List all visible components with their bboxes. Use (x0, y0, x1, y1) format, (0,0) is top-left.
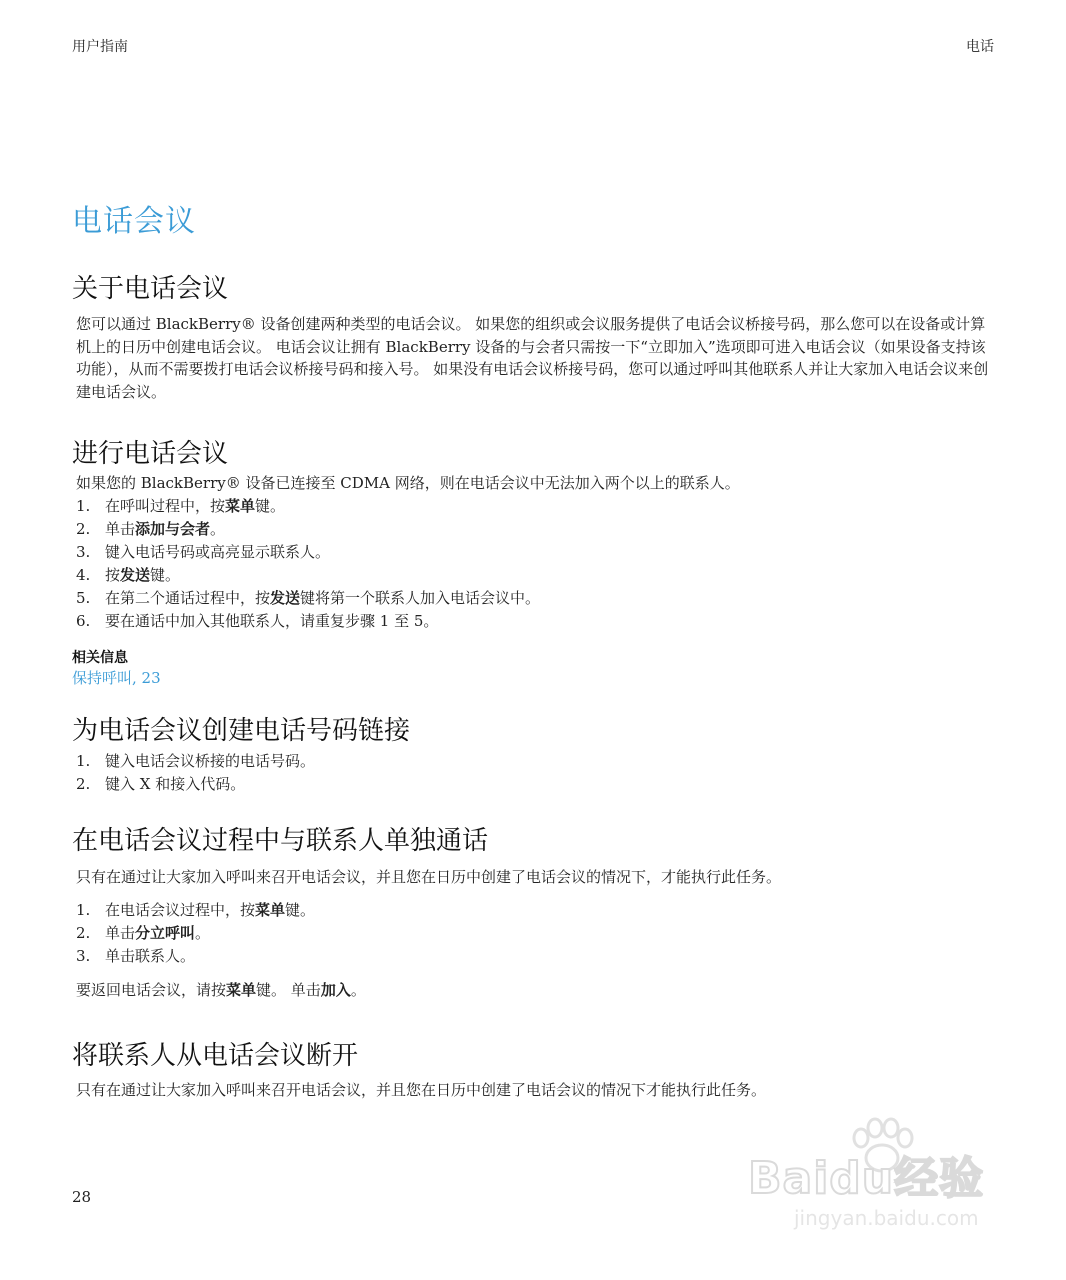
make-call-steps (76, 495, 996, 633)
list-item: 2. 键入 X 和接入代码。 (76, 775, 246, 793)
watermark-url: jingyan.baidu.com (794, 1206, 979, 1230)
list-item: 1. 在电话会议过程中，按菜单键。 (76, 901, 316, 919)
chapter-title: 电话会议 (72, 204, 196, 239)
list-item: 2. 单击分立呼叫。 (76, 924, 211, 942)
private-talk-return-note: 要返回电话会议，请按菜单键。 单击加入。 (76, 981, 366, 999)
list-item: 1. 在呼叫过程中，按菜单键。 (76, 497, 286, 515)
list-item: 1. 键入电话会议桥接的电话号码。 (76, 752, 316, 770)
number-link-steps (76, 750, 996, 796)
list-item: 3. 键入电话号码或高亮显示联系人。 (76, 543, 331, 561)
make-call-intro: 如果您的 BlackBerry® 设备已连接至 CDMA 网络，则在电话会议中无法加入两个以上的联系人。 (76, 474, 740, 492)
private-talk-intro: 只有在通过让大家加入呼叫来召开电话会议，并且您在日历中创建了电话会议的情况下，才能执行此任务。 (76, 868, 782, 886)
header-guide-title: 用户指南 (72, 39, 128, 55)
list-item: 5. 在第二个通话过程中，按发送键将第一个联系人加入电话会议中。 (76, 589, 541, 607)
list-item: 3. 单击联系人。 (76, 947, 196, 965)
section-title-disconnect: 将联系人从电话会议断开 (72, 1041, 359, 1071)
related-info-heading: 相关信息 (72, 650, 128, 666)
section-title-make-call: 进行电话会议 (72, 439, 229, 469)
about-paragraph: 您可以通过 BlackBerry® 设备创建两种类型的电话会议。 如果您的组织或会议服务提供了电话会议桥接号码，那么您可以在设备或计算机上的日历中创建电话会议。 电话会议让拥有 BlackBerry 设备的与会者只需按一下“立即加入”选项即可进入电话会议（如果设备支持该功能），从而不需要拨打电话会议桥接号码和接入号。 如果没有电话会议桥接号码，您可以通过呼叫其他联系人并让大家加入电话会议来创建电话会议。 (76, 315, 989, 401)
related-link-hold-call[interactable]: 保持呼叫, 23 (72, 669, 161, 687)
page-number: 28 (72, 1188, 92, 1206)
list-item: 4. 按发送键。 (76, 566, 181, 584)
section-title-number-link: 为电话会议创建电话号码链接 (72, 716, 411, 746)
list-item: 6. 要在通话中加入其他联系人，请重复步骤 1 至 5。 (76, 612, 439, 630)
list-item: 2. 单击添加与会者。 (76, 520, 226, 538)
disconnect-intro: 只有在通过让大家加入呼叫来召开电话会议，并且您在日历中创建了电话会议的情况下才能执行此任务。 (76, 1081, 767, 1099)
section-title-about: 关于电话会议 (72, 274, 229, 304)
watermark-brand: Baidu经验 (748, 1153, 985, 1204)
header-chapter-name: 电话 (966, 39, 994, 55)
section-title-private-talk: 在电话会议过程中与联系人单独通话 (72, 826, 489, 856)
baidu-watermark (742, 1120, 1002, 1260)
private-talk-steps (76, 899, 996, 968)
